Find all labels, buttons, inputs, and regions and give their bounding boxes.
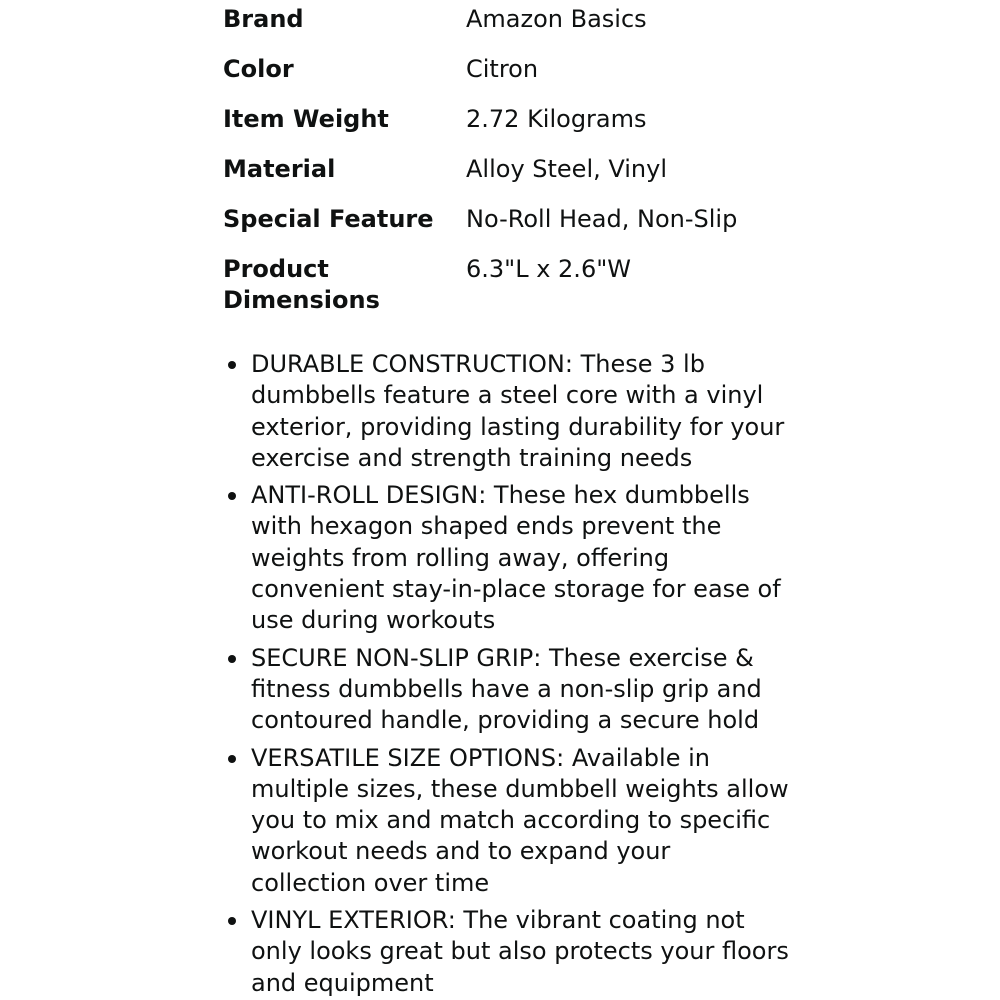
spec-row-item-weight [223,85,737,135]
spec-label: Item Weight [223,105,389,133]
list-item [223,349,791,474]
list-item [223,643,791,737]
bullet-text: DURABLE CONSTRUCTION: These 3 lb dumbbells feature a steel core with a vinyl exterior, providing lasting durability for your exercise and strength training needs [251,350,785,472]
spec-label: Material [223,155,336,183]
bullet-text: ANTI-ROLL DESIGN: These hex dumbbells with hexagon shaped ends prevent the weights from rolling away, offering convenient stay-in-place storage for ease of use during workouts [251,481,781,635]
spec-label: Color [223,55,294,83]
bullet-text: VINYL EXTERIOR: The vibrant coating not only looks great but also protects your floors and equipment [251,906,789,997]
spec-row-brand [223,0,737,35]
bullet-dot-icon [228,361,236,369]
spec-label: Special Feature [223,205,434,233]
product-spec-table [223,0,737,316]
list-item [223,480,791,636]
bullet-dot-icon [228,917,236,925]
spec-value: No-Roll Head, Non-Slip [466,205,738,233]
list-item [223,905,791,999]
spec-label: Brand [223,5,304,33]
list-item [223,743,791,899]
spec-value: Amazon Basics [466,5,647,33]
bullet-text: VERSATILE SIZE OPTIONS: Available in multiple sizes, these dumbbell weights allow you to mix and match according to specific workout needs and to expand your collection over time [251,743,789,897]
bullet-text: SECURE NON-SLIP GRIP: These exercise & fitness dumbbells have a non-slip grip and contoured handle, providing a secure hold [251,643,762,735]
spec-value: Citron [466,55,539,83]
spec-label: Product Dimensions [223,255,380,314]
spec-value: Alloy Steel, Vinyl [466,155,668,183]
spec-row-product-dimensions [223,235,737,316]
spec-row-material [223,135,737,185]
spec-value: 6.3"L x 2.6"W [466,255,631,283]
bullet-dot-icon [228,492,236,500]
bullet-dot-icon [228,755,236,763]
spec-row-color [223,35,737,85]
spec-value: 2.72 Kilograms [466,105,647,133]
product-details [223,0,983,1000]
bullet-dot-icon [228,655,236,663]
spec-row-special-feature [223,185,737,235]
feature-bullet-list [223,349,983,999]
